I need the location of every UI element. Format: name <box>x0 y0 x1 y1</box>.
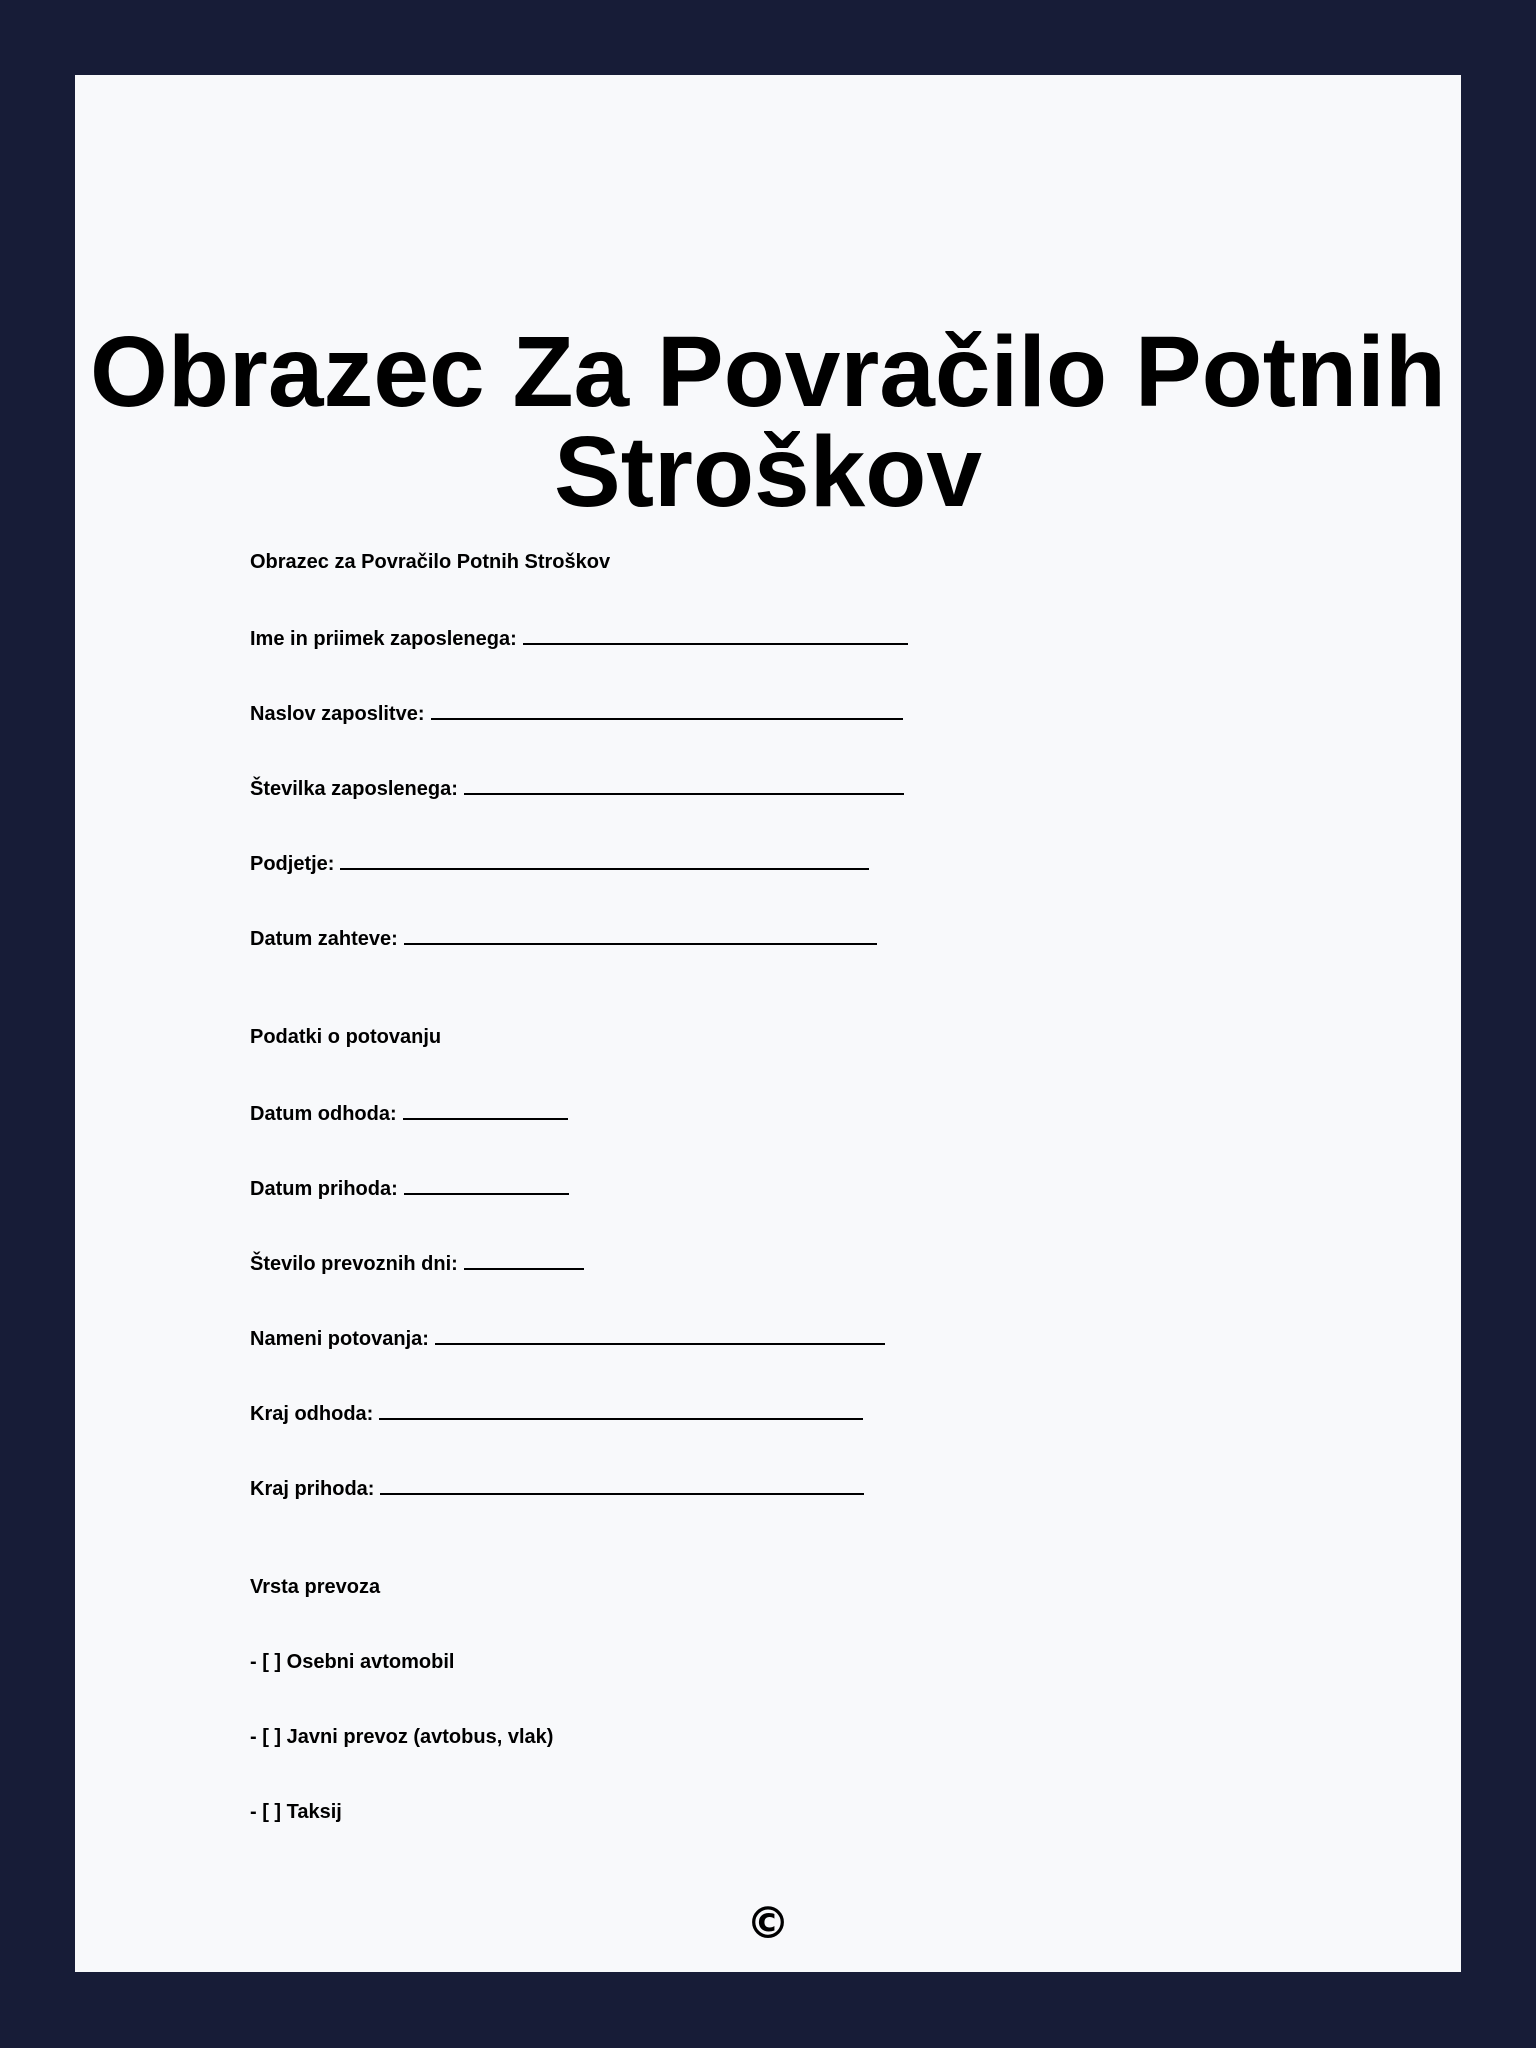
company-field <box>250 850 869 876</box>
arrival-date-label: Datum prihoda: <box>250 1178 398 1200</box>
purpose-blank[interactable] <box>435 1325 885 1345</box>
employee-number-field <box>250 775 904 801</box>
form-heading: Obrazec za Povračilo Potnih Stroškov <box>250 551 611 573</box>
departure-place-field <box>250 1400 863 1426</box>
job-title-blank[interactable] <box>431 700 903 720</box>
document-page <box>75 75 1461 1972</box>
employee-name-label: Ime in priimek zaposlenega: <box>250 628 517 650</box>
transport-option-taxi[interactable]: - [ ] Taksij <box>250 1801 342 1823</box>
arrival-place-label: Kraj prihoda: <box>250 1478 375 1500</box>
departure-place-blank[interactable] <box>379 1400 863 1420</box>
purpose-field <box>250 1325 885 1351</box>
job-title-field <box>250 700 903 726</box>
employee-name-blank[interactable] <box>523 625 908 645</box>
transport-days-label: Število prevoznih dni: <box>250 1253 458 1275</box>
transport-days-field <box>250 1250 584 1276</box>
purpose-label: Nameni potovanja: <box>250 1328 429 1350</box>
employee-number-blank[interactable] <box>464 775 904 795</box>
employee-number-label: Številka zaposlenega: <box>250 778 458 800</box>
departure-place-label: Kraj odhoda: <box>250 1403 374 1425</box>
document-title <box>75 316 1461 528</box>
transport-days-blank[interactable] <box>464 1250 584 1270</box>
request-date-blank[interactable] <box>404 925 877 945</box>
transport-section-heading: Vrsta prevoza <box>250 1576 381 1598</box>
job-title-label: Naslov zaposlitve: <box>250 703 425 725</box>
request-date-label: Datum zahteve: <box>250 928 398 950</box>
departure-date-blank[interactable] <box>403 1100 568 1120</box>
travel-section-heading: Podatki o potovanju <box>250 1026 442 1048</box>
request-date-field <box>250 925 877 951</box>
arrival-date-field <box>250 1175 569 1201</box>
company-blank[interactable] <box>340 850 869 870</box>
document-title-line-1: Obrazec Za Povračilo Potnih <box>90 316 1446 428</box>
arrival-place-field <box>250 1475 864 1501</box>
copyright-icon: © <box>746 1898 790 1949</box>
transport-option-car[interactable]: - [ ] Osebni avtomobil <box>250 1651 455 1673</box>
document-title-line-2: Stroškov <box>554 416 982 528</box>
transport-option-public[interactable]: - [ ] Javni prevoz (avtobus, vlak) <box>250 1726 554 1748</box>
company-label: Podjetje: <box>250 853 335 875</box>
arrival-date-blank[interactable] <box>404 1175 569 1195</box>
employee-name-field <box>250 625 908 651</box>
departure-date-field <box>250 1100 568 1126</box>
arrival-place-blank[interactable] <box>380 1475 864 1495</box>
departure-date-label: Datum odhoda: <box>250 1103 397 1125</box>
